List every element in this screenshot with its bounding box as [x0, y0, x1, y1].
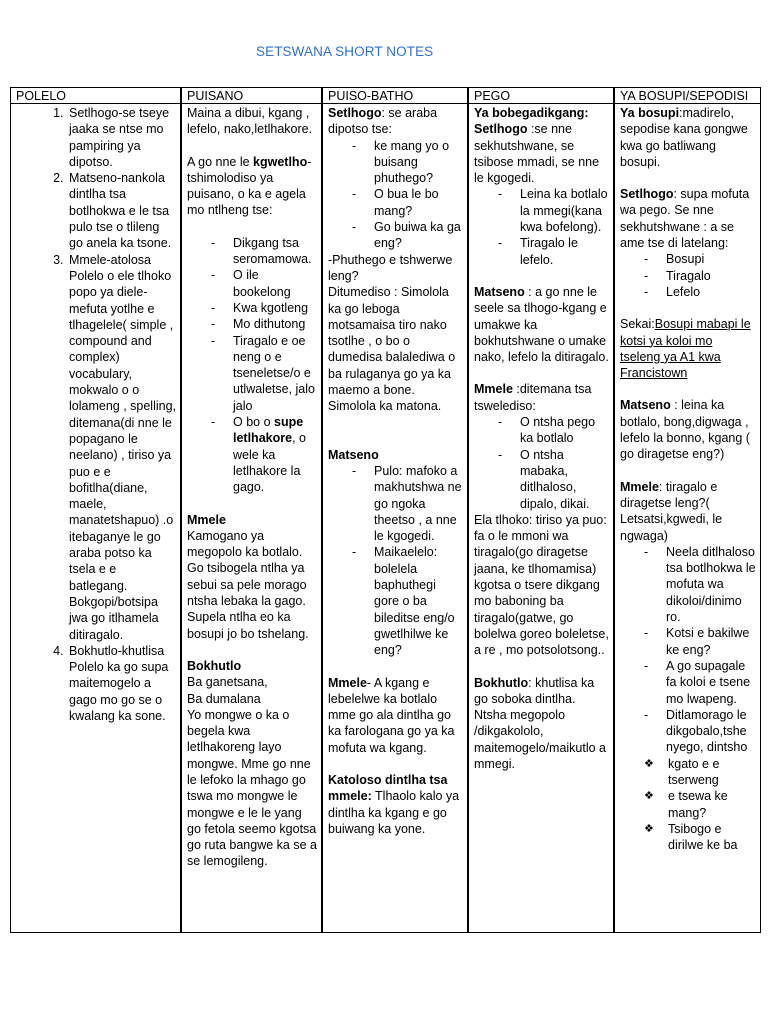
list-item: - Pulo: mafoko a makhutshwa ne go ngoka theetso , a nne le kgogedi. — [374, 463, 463, 544]
header-puiso-batho: PUISO-BATHO — [322, 87, 468, 104]
pego-ela-tlhoko: Ela tlhoko: tiriso ya puo: fa o le mmoni wa tiragalo(go diragetse jaana, ke tlhomamisa) kgotsa o tsere dikgang mo baboning ba tiragalo(gatwe, go bolelwa goreo boleletse, a re , mo potsolotsong.. — [474, 512, 609, 658]
list-item: - Mo dithutong — [233, 316, 317, 332]
column-puisano — [181, 104, 322, 933]
bosupi-mmele: Mmele: tiragalo e diragetse leng?( Letsatsi,kgwedi, le ngwaga) — [620, 479, 723, 543]
list-item: - Bosupi — [666, 251, 756, 267]
list-item: - Dikgang tsa seromamowa. — [233, 235, 317, 268]
puiso-matseno-heading: Matseno — [328, 447, 379, 462]
list-item: 2. Matseno-nankola dintlha tsa botlhokwa e le tsa pulo tse o tlileng go anela ka tsone. — [67, 170, 176, 251]
header-pego: PEGO — [468, 87, 614, 104]
polelo-list — [16, 105, 176, 724]
list-item: 4. Bokhutlo-khutlisa Polelo ka go supa maitemogelo a gago mo go se o kwalang ka sone. — [67, 643, 176, 724]
bosupi-list-3 — [620, 756, 756, 854]
bosupi-list-2 — [620, 544, 756, 756]
list-item: - O ile bookelong — [233, 267, 317, 300]
list-item: - Ditlamorago le dikgobalo,tshe nyego, dintsho — [666, 707, 756, 756]
pego-matseno: Matseno : a go nne le seele sa tlhogo-kgang e umakwe ka bokhutshwane o umake nako, lefelo la ditiragalo. — [474, 284, 609, 365]
header-polelo: POLELO — [10, 87, 181, 104]
list-item: - Tiragalo e oe neng o e tseneletse/o e utlwaletse, jalo jalo — [233, 333, 317, 414]
list-item: - O bua le bo mang? — [374, 186, 463, 219]
puisano-list — [187, 235, 317, 496]
list-item: - Kwa kgotleng — [233, 300, 317, 316]
list-item: - Tiragalo — [666, 268, 756, 284]
puisano-mmele-text: Kamogano ya megopolo ka botlalo. Go tsibogela ntlha ya sebui sa pele morago ntsha lebaka la gago. Supela ntlha eo ka bosupi jo bo tshelang. — [187, 528, 309, 641]
column-polelo — [10, 104, 181, 933]
puisano-bokhutlo-text: Yo mongwe o ka o begela kwa letlhakoreng layo mongwe. Mme go nne le lefoko la mhago go tswa mo mongwe le mongwe e le le yang go fetola seemo kgotsa go ruta bangwe ka se a se lemogileng. — [187, 707, 317, 869]
list-item: ❖ Tsibogo e dirilwe ke ba — [668, 821, 756, 854]
list-item: - Kotsi e bakilwe ke eng? — [666, 625, 756, 658]
list-item: - Neela ditlhaloso tsa botlhokwa le mofuta wa dikoloi/dinimo ro. — [666, 544, 756, 625]
list-item: 1. Setlhogo-se tseye jaaka se ntse mo pampiring ya dipotso. — [67, 105, 176, 170]
header-puisano: PUISANO — [181, 87, 322, 104]
pego-bokhutlo: Bokhutlo: khutlisa ka go soboka dintlha. Ntsha megopolo /dikgakololo, maitemogelo/maikutlo a mmegi. — [474, 675, 607, 771]
column-ya-bosupi — [614, 104, 761, 933]
pego-mmele: Mmele :ditemana tsa tswelediso: — [474, 382, 592, 413]
bosupi-setlhogo: Setlhogo: supa mofuta wa pego. Se nne sekhutshwane : a se ame tse di latelang: — [620, 187, 750, 251]
puiso-katoloso: Katoloso dintlha tsa mmele: Tlhaolo kalo ya dintlha ka kgang e go buiwang ka yone. — [328, 772, 460, 836]
pego-list-1 — [474, 186, 609, 267]
puiso-setlhogo: Setlhogo: se araba dipotso tse: — [328, 106, 438, 137]
puisano-bokhutlo-line: Ba dumalana — [187, 691, 261, 706]
list-item: ❖ kgato e e tserweng — [668, 756, 756, 789]
list-item: - Go buiwa ka ga eng? — [374, 219, 463, 252]
puisano-bokhutlo-line: Ba ganetsana, — [187, 675, 268, 690]
list-item: - O ntsha mabaka, ditlhaloso, dipalo, dikai. — [520, 447, 609, 512]
puiso-ditumediso: Ditumediso : Simolola ka go leboga motsamaisa tiro nako tsotlhe , o bo o dumedisa balalediwa o ba rulaganya go ya ka maemo a bone. Simolola ka matona. — [328, 285, 456, 414]
puiso-phuthego: -Phuthego e tshwerwe leng? — [328, 252, 453, 283]
puisano-kgwetlho: A go nne le kgwetlho-tshimolodiso ya puisano, o ka e agela mo ntlheng tse: — [187, 154, 312, 218]
list-item: - Lefelo — [666, 284, 756, 300]
list-item: - Maikaelelo: bolelela baphuthegi gore o ba bileditse eng/o gwetlhilwe ke eng? — [374, 544, 463, 658]
list-item: 3. Mmele-atolosa Polelo o ele tlhoko popo ya diele-mefuta yotlhe e tlhagelele( simple , compound and complex) vocabulary, mokwalo o o lolameng , spelling, ditemana(di nne le popagano le neelano) , tiriso ya puo e e bofitlha(diane, maele, manatetshapuo) .o itebaganye le go araba potso ka tsela e e batlegang. Bokgopi/botsipa jwa go itlhamela ditiragalo. — [67, 252, 176, 643]
puiso-mmele: Mmele- A kgang e lebelelwe ka botlalo mme go ala dintlha go ka farologana go ya ka mofuta wa kgang. — [328, 675, 455, 755]
puisano-mmele-heading: Mmele — [187, 512, 226, 527]
list-item: - A go supagale fa koloi e tsene mo lwapeng. — [666, 658, 756, 707]
column-puiso-batho — [322, 104, 468, 933]
pego-ya-heading: Ya bobegadikgang: — [474, 106, 589, 120]
bosupi-sekai: Sekai:Bosupi mabapi le kotsi ya koloi mo tseleng ya A1 kwa Francistown — [620, 317, 751, 381]
puisano-bokhutlo-heading: Bokhutlo — [187, 658, 242, 673]
header-ya-bosupi: YA BOSUPI/SEPODISI — [614, 87, 761, 104]
list-item: - O ntsha pego ka botlalo — [520, 414, 609, 447]
pego-setlhogo: Setlhogo :se nne sekhutshwane, se tsibose mmadi, se nne le kgogedi. — [474, 122, 600, 186]
bosupi-ya: Ya bosupi:madirelo, sepodise kana gongwe kwa go batliwang bosupi. — [620, 106, 748, 169]
list-item: ❖ e tsewa ke mang? — [668, 788, 756, 821]
puiso-matseno-list — [328, 463, 463, 659]
puisano-intro: Maina a dibui, kgang , lefelo, nako,letlhakore. — [187, 106, 313, 137]
pego-list-2 — [474, 414, 609, 512]
list-item: - ke mang yo o buisang phuthego? — [374, 138, 463, 187]
list-item: - Leina ka botlalo la mmegi(kana kwa bofelong). — [520, 186, 609, 235]
bosupi-matseno: Matseno : leina ka botlalo, bong,digwaga , lefelo la bonno, kgang ( go diragetse eng?) — [620, 398, 750, 462]
column-pego — [468, 104, 614, 933]
list-item: - O bo o supe letlhakore, o wele ka letlhakore la gago. — [233, 414, 317, 495]
puiso-setlhogo-list — [328, 138, 463, 252]
list-item: - Tiragalo le lefelo. — [520, 235, 609, 268]
page-title: SETSWANA SHORT NOTES — [256, 44, 434, 59]
bosupi-list-1 — [620, 251, 756, 300]
